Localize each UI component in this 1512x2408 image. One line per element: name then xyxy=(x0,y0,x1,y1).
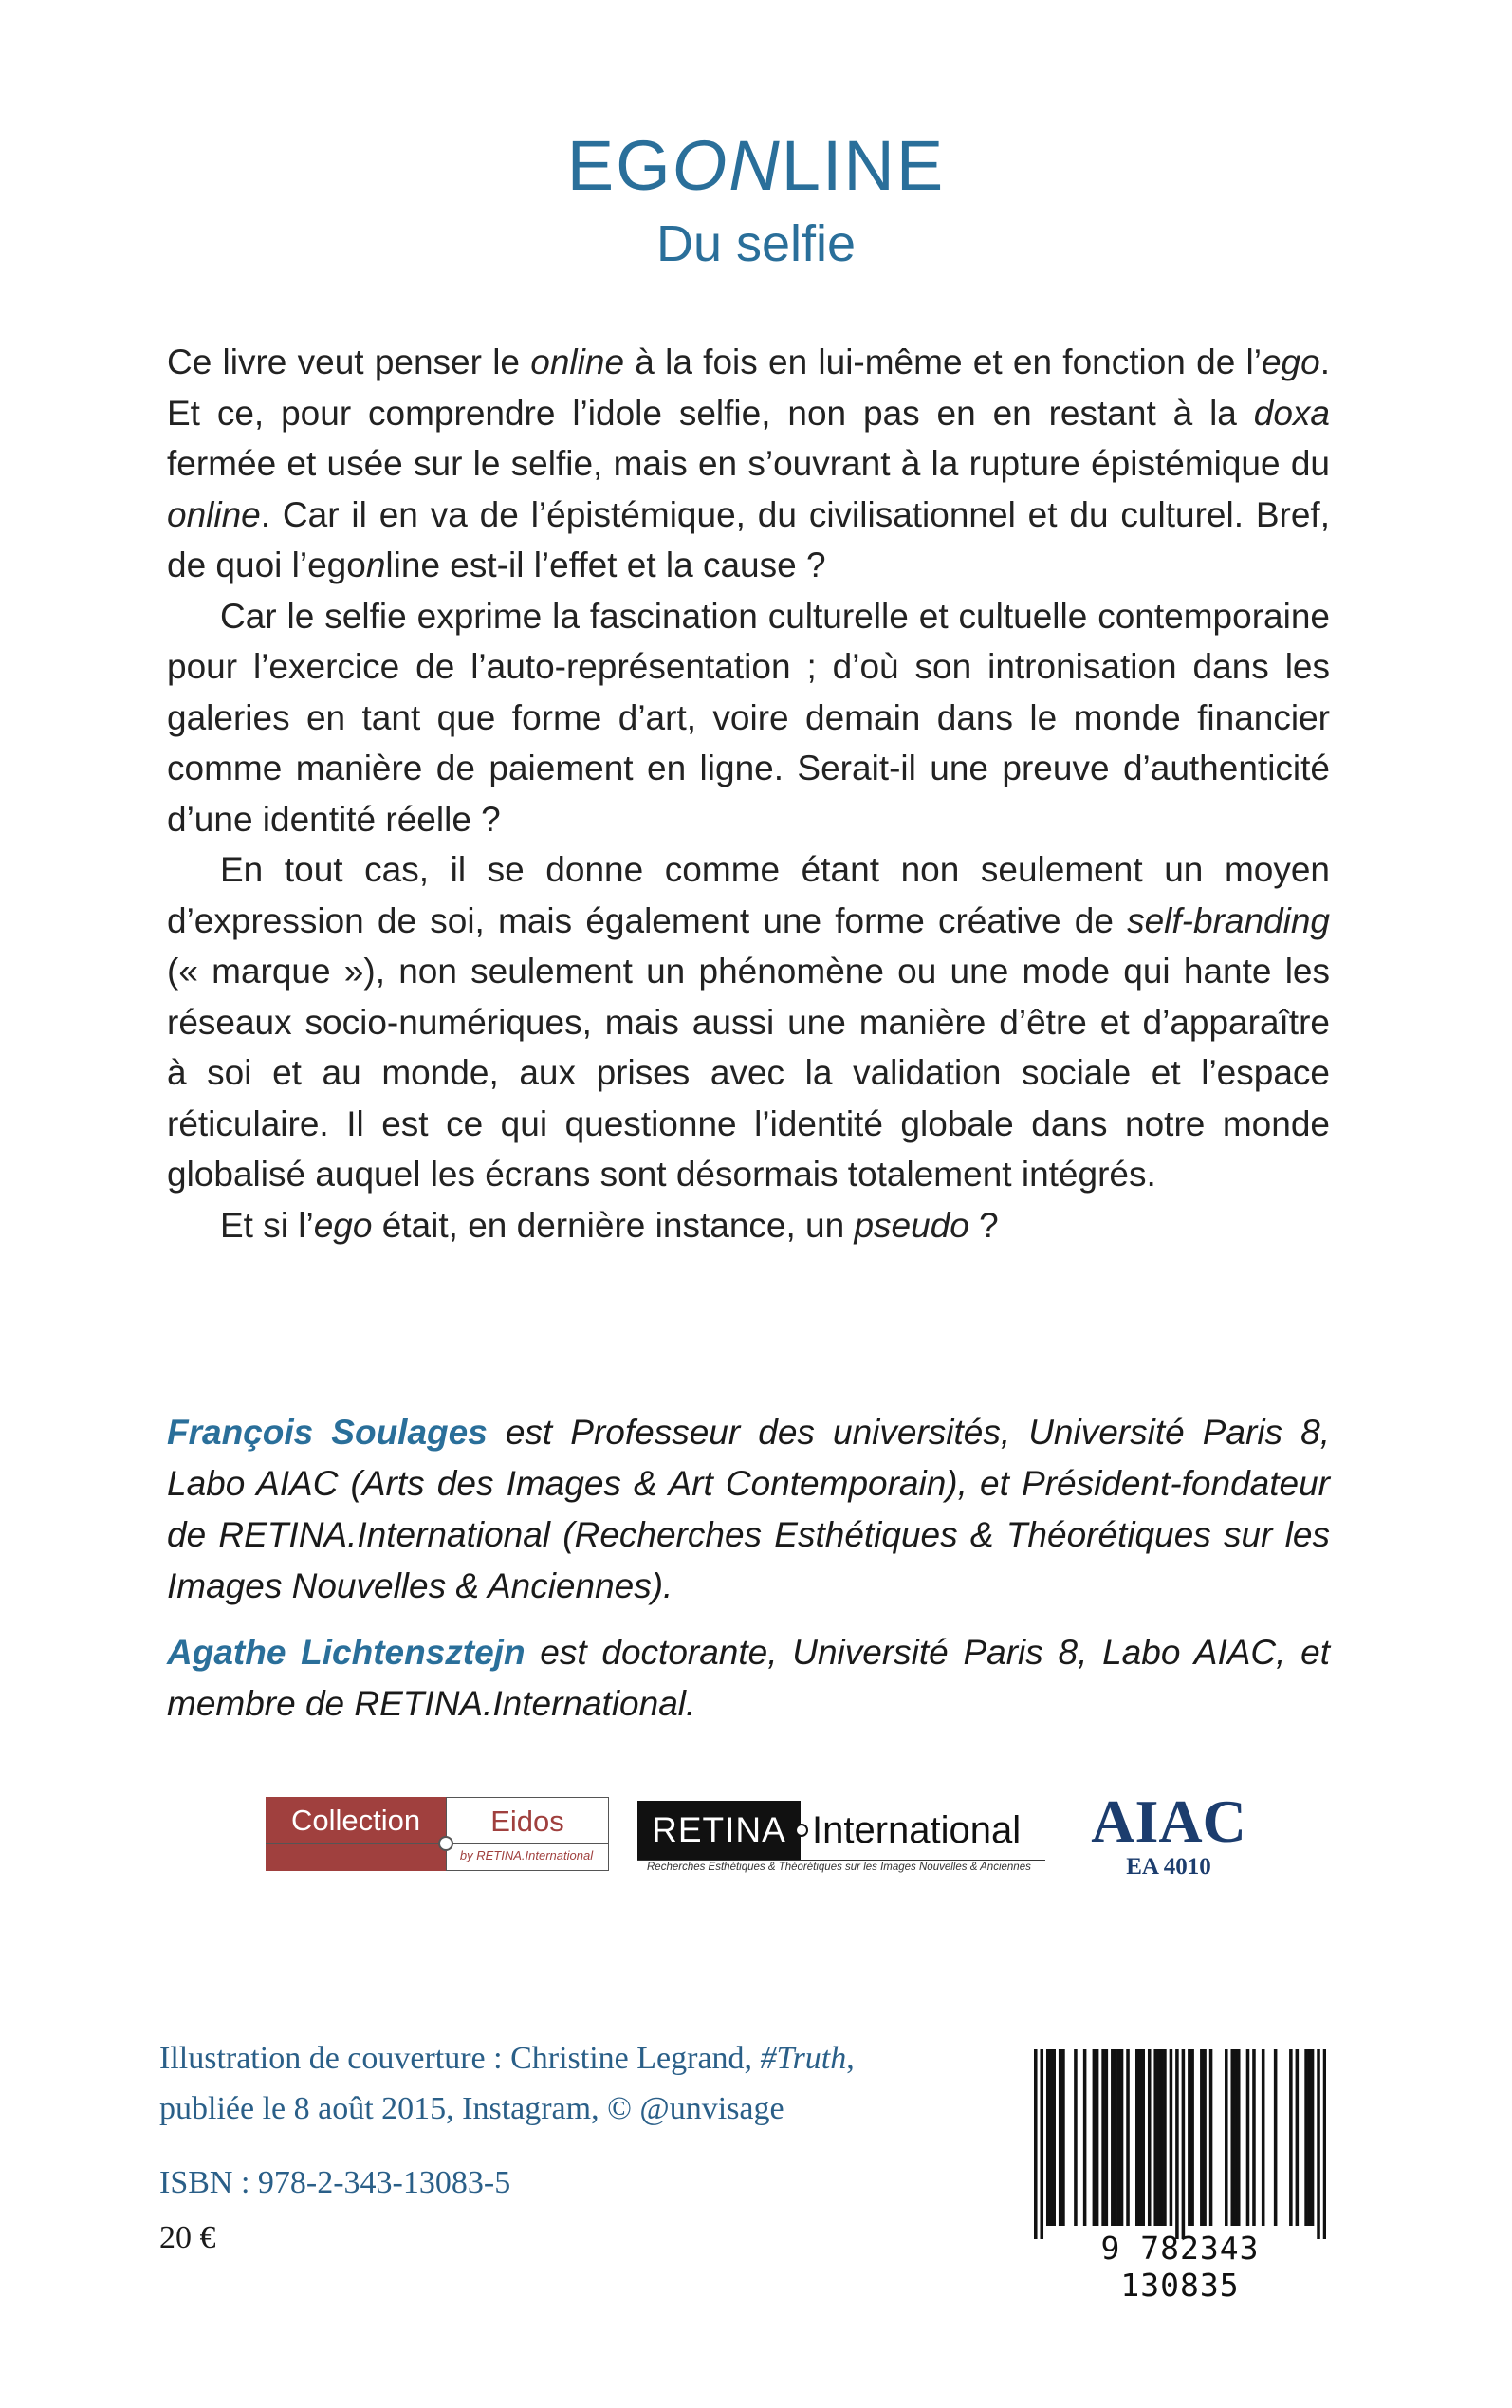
barcode-bar xyxy=(1083,2049,1087,2226)
barcode-bar xyxy=(1157,2049,1161,2226)
blurb xyxy=(167,337,1330,1250)
price: 20 € xyxy=(159,2220,216,2255)
eidos-label: Eidos xyxy=(490,1805,564,1838)
paragraph-4: Et si l’ego était, en dernière instance, un pseudo ? xyxy=(220,1205,999,1245)
cover-credit: Illustration de couverture : Christine Legrand, #Truth, publiée le 8 août 2015, Instagram, © @unvisage xyxy=(159,2041,855,2126)
barcode-bar xyxy=(1237,2049,1241,2226)
barcode-number: 9 782343 130835 xyxy=(1100,2230,1260,2304)
logo-dot-icon xyxy=(795,1824,808,1837)
barcode-bar xyxy=(1061,2049,1065,2226)
barcode-bar xyxy=(1252,2049,1256,2226)
barcode-bar xyxy=(1120,2049,1124,2226)
barcode-bar xyxy=(1135,2049,1139,2226)
barcode-bar xyxy=(1323,2049,1326,2239)
barcode-bar xyxy=(1074,2049,1078,2226)
aiac-logo xyxy=(1074,1787,1263,1886)
barcode-bar xyxy=(1105,2049,1109,2226)
barcode xyxy=(1034,2049,1326,2304)
artwork-title: #Truth xyxy=(760,2041,847,2076)
bio-text: est doctorante, Université Paris 8, Labo AIAC, et membre de RETINA.International. xyxy=(167,1633,1330,1723)
paragraph-3: En tout cas, il se donne comme étant non seulement un moyen d’expression de soi, mais également une forme créative de self-branding (« marque »), non seulement un phénomène ou une mode qui hante les réseaux socio-numériques, mais aussi une manière d’être et d’apparaître à soi et au monde, aux prises avec la validation sociale et l’espace réticulaire. Il est ce qui questionne l’identité globale dans notre monde globalisé auquel les écrans sont désormais totalement intégrés. xyxy=(167,850,1330,1194)
retina-word: International xyxy=(812,1809,1022,1851)
barcode-bar xyxy=(1308,2049,1312,2226)
barcode-bar xyxy=(1203,2049,1207,2226)
collection-eidos-logo xyxy=(266,1797,609,1871)
bio-text: est Professeur des universités, Université Paris 8, Labo AIAC (Arts des Images & Art Contemporain), et Président-fondateur de RETINA.International (Recherches Esthétiques & Théorétiques sur les Images Nouvelles & Anciennes). xyxy=(167,1413,1330,1605)
retina-subtitle: Recherches Esthétiques & Théorétiques sur les Images Nouvelles & Anciennes xyxy=(647,1862,1031,1873)
barcode-bar xyxy=(1170,2049,1173,2226)
barcode-bar xyxy=(1148,2049,1152,2226)
barcode-bar xyxy=(1052,2049,1056,2226)
author-name: Agathe Lichtensztejn xyxy=(167,1633,526,1672)
barcode-bar xyxy=(1163,2049,1167,2226)
barcode-bars xyxy=(1034,2049,1326,2239)
barcode-bar xyxy=(1304,2049,1308,2226)
barcode-bar xyxy=(1182,2049,1186,2239)
barcode-bar xyxy=(1101,2049,1105,2226)
paragraph-1: Ce livre veut penser le online à la fois en lui-même et en fonction de l’ego. Et ce, pour comprendre l’idole selfie, non pas en en restant à la doxa fermée et usée sur le selfie, mais en s’ouvrant à la rupture épistémique du online. Car il en va de l’épistémique, du civilisationnel et du culturel. Bref, de quoi l’egonline est-il l’effet et la cause ? xyxy=(167,343,1330,584)
barcode-bar xyxy=(1246,2049,1250,2226)
barcode-bar xyxy=(1111,2049,1115,2226)
aiac-code: EA 4010 xyxy=(1126,1854,1211,1880)
collection-by: by RETINA.International xyxy=(459,1848,594,1862)
publisher-logos xyxy=(0,1787,1512,1886)
barcode-bar xyxy=(1200,2049,1204,2226)
title-part-on: ON xyxy=(672,126,782,205)
isbn: ISBN : 978-2-343-13083-5 xyxy=(159,2165,511,2200)
barcode-bar xyxy=(1046,2049,1050,2226)
bio-lichtensztejn xyxy=(167,1627,1330,1730)
barcode-bar xyxy=(1262,2049,1265,2226)
barcode-bar xyxy=(1114,2049,1117,2226)
barcode-bar xyxy=(1188,2049,1191,2226)
barcode-bar xyxy=(1049,2049,1053,2226)
barcode-bar xyxy=(1234,2049,1238,2226)
title-part-line: LINE xyxy=(781,126,946,205)
barcode-bar xyxy=(1311,2049,1315,2226)
book-subtitle: Du selfie xyxy=(655,215,857,272)
barcode-bar xyxy=(1093,2049,1097,2226)
bio-soulages xyxy=(167,1407,1330,1612)
barcode-bar xyxy=(1034,2049,1038,2239)
barcode-bar xyxy=(1296,2049,1300,2226)
title-part-eg: EG xyxy=(566,126,673,205)
barcode-bar xyxy=(1096,2049,1099,2226)
barcode-bar xyxy=(1117,2049,1121,2226)
barcode-bar xyxy=(1160,2049,1164,2226)
barcode-bar xyxy=(1209,2049,1213,2226)
barcode-bar xyxy=(1225,2049,1228,2226)
barcode-bar xyxy=(1141,2049,1145,2226)
paragraph-2: Car le selfie exprime la fascination culturelle et cultuelle contemporaine pour l’exercice de l’auto-représentation ; d’où son intronisation dans les galeries en tant que forme d’art, voire demain dans le monde financier comme manière de paiement en ligne. Serait-il une preuve d’authenticité d’une identité réelle ? xyxy=(167,596,1330,839)
author-bios xyxy=(167,1407,1330,1730)
aiac-name: AIAC xyxy=(1091,1787,1246,1855)
retina-box: RETINA xyxy=(637,1801,801,1860)
barcode-bar xyxy=(1317,2049,1320,2239)
collection-label: Collection xyxy=(290,1804,421,1837)
author-name: François Soulages xyxy=(167,1413,488,1452)
barcode-bar xyxy=(1126,2049,1130,2226)
barcode-bar xyxy=(1175,2049,1179,2239)
barcode-bar xyxy=(1059,2049,1062,2226)
barcode-bar xyxy=(1230,2049,1234,2226)
barcode-bar xyxy=(1289,2049,1293,2226)
barcode-bar xyxy=(1153,2049,1157,2226)
book-title xyxy=(0,126,1512,205)
barcode-bar xyxy=(1040,2049,1043,2239)
barcode-bar xyxy=(1138,2049,1142,2226)
barcode-bar xyxy=(1190,2049,1194,2226)
retina-international-logo xyxy=(637,1795,1045,1880)
barcode-bar xyxy=(1274,2049,1278,2226)
